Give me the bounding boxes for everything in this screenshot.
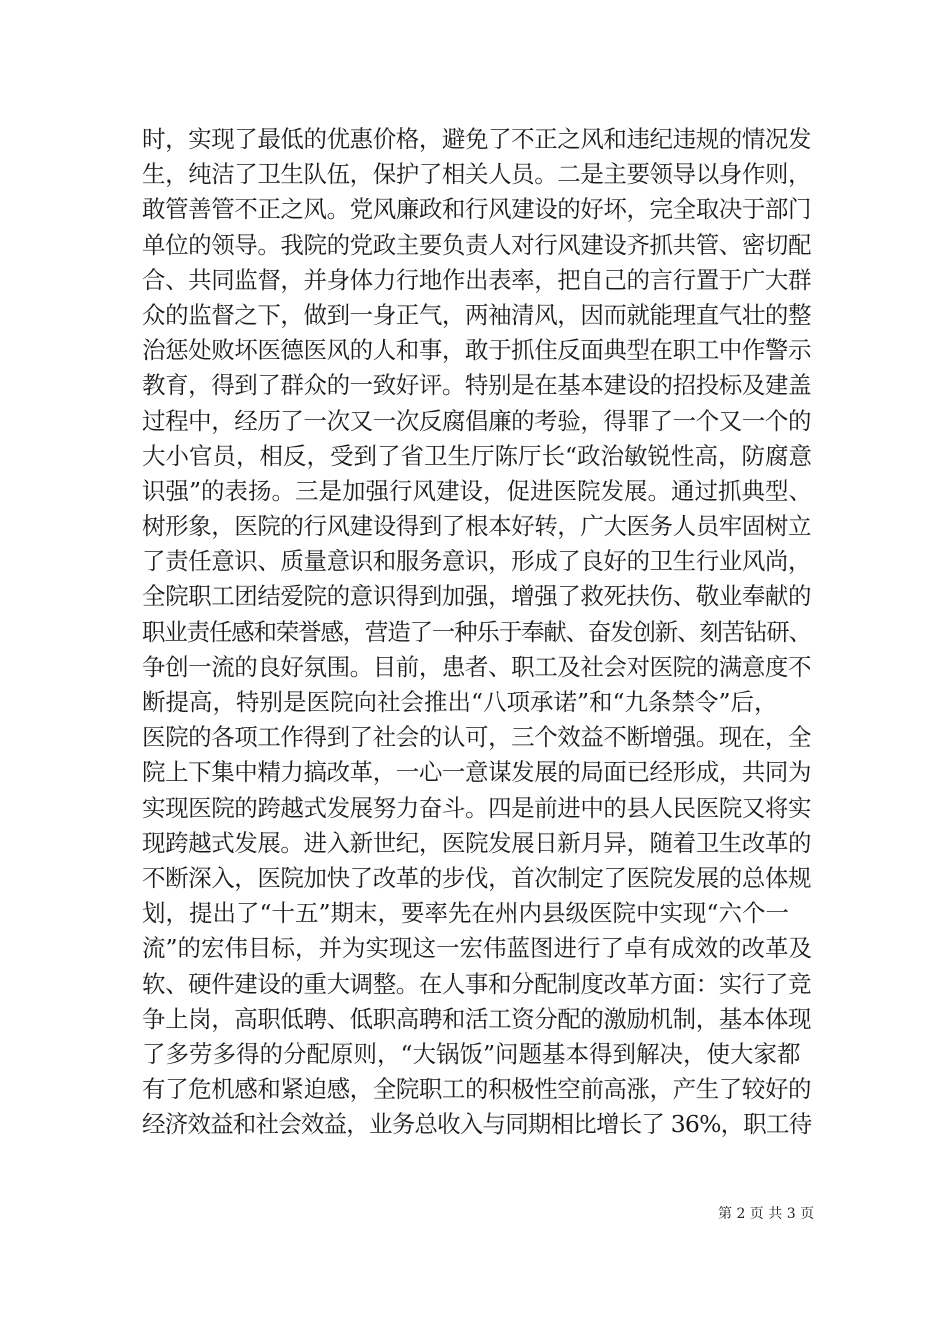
text-line: 争创一流的良好氛围。目前，患者、职工及社会对医院的满意度不 — [142, 652, 812, 681]
text-line: 合、共同监督，并身体力行地作出表率，把自己的言行置于广大群 — [142, 265, 812, 294]
page-footer: 第 2 页 共 3 页 — [718, 1206, 815, 1222]
text-line: 了责任意识、质量意识和服务意识，形成了良好的卫生行业风尚， — [142, 547, 812, 576]
text-line: 众的监督之下，做到一身正气，两袖清风，因而就能理直气壮的整 — [142, 300, 812, 329]
text-line: 过程中，经历了一次又一次反腐倡廉的考验，得罪了一个又一个的 — [142, 406, 812, 435]
text-line: 了多劳多得的分配原则，“大锅饭”问题基本得到解决，使大家都 — [142, 1039, 801, 1068]
text-line: 治惩处败坏医德医风的人和事，敢于抓住反面典型在职工中作警示 — [142, 336, 812, 365]
text-line: 敢管善管不正之风。党风廉政和行风建设的好坏，完全取决于部门 — [142, 195, 812, 224]
text-line: 流”的宏伟目标，并为实现这一宏伟蓝图进行了卓有成效的改革及 — [142, 934, 812, 963]
text-line: 断提高，特别是医院向社会推出“八项承诺”和“九条禁令”后， — [142, 688, 778, 716]
text-line: 争上岗，高职低聘、低职高聘和活工资分配的激励机制，基本体现 — [142, 1004, 812, 1033]
text-line: 树形象，医院的行风建设得到了根本好转，广大医务人员牢固树立 — [142, 512, 812, 541]
text-line: 识强”的表扬。三是加强行风建设，促进医院发展。通过抓典型、 — [142, 476, 812, 505]
text-line: 划，提出了“十五”期末，要率先在州内县级医院中实现“六个一 — [142, 899, 790, 928]
text-line: 全院职工团结爱院的意识得到加强，增强了救死扶伤、敬业奉献的 — [142, 582, 812, 611]
text-line: 软、硬件建设的重大调整。在人事和分配制度改革方面：实行了竞 — [142, 969, 812, 998]
body-text — [142, 122, 812, 1142]
text-line: 实现医院的跨越式发展努力奋斗。四是前进中的县人民医院又将实 — [142, 793, 812, 822]
text-line: 现跨越式发展。进入新世纪，医院发展日新月异，随着卫生改革的 — [142, 828, 812, 857]
text-line: 有了危机感和紧迫感，全院职工的积极性空前高涨，产生了较好的 — [142, 1075, 812, 1104]
text-line: 时，实现了最低的优惠价格，避免了不正之风和违纪违规的情况发 — [142, 125, 812, 153]
text-line: 生，纯洁了卫生队伍，保护了相关人员。二是主要领导以身作则， — [142, 160, 812, 189]
text-line: 经济效益和社会效益，业务总收入与同期相比增长了 36%，职工待 — [142, 1110, 812, 1139]
text-line: 不断深入，医院加快了改革的步伐，首次制定了医院发展的总体规 — [142, 863, 812, 892]
text-line: 职业责任感和荣誉感，营造了一种乐于奉献、奋发创新、刻苦钻研、 — [142, 617, 811, 646]
text-line: 大小官员，相反，受到了省卫生厅陈厅长“政治敏锐性高，防腐意 — [142, 441, 812, 470]
text-line: 教育，得到了群众的一致好评。特别是在基本建设的招投标及建盖 — [142, 371, 812, 400]
text-line: 医院的各项工作得到了社会的认可，三个效益不断增强。现在，全 — [142, 723, 812, 752]
text-line: 院上下集中精力搞改革，一心一意谋发展的局面已经形成，共同为 — [142, 758, 812, 787]
text-line: 单位的领导。我院的党政主要负责人对行风建设齐抓共管、密切配 — [142, 230, 812, 259]
